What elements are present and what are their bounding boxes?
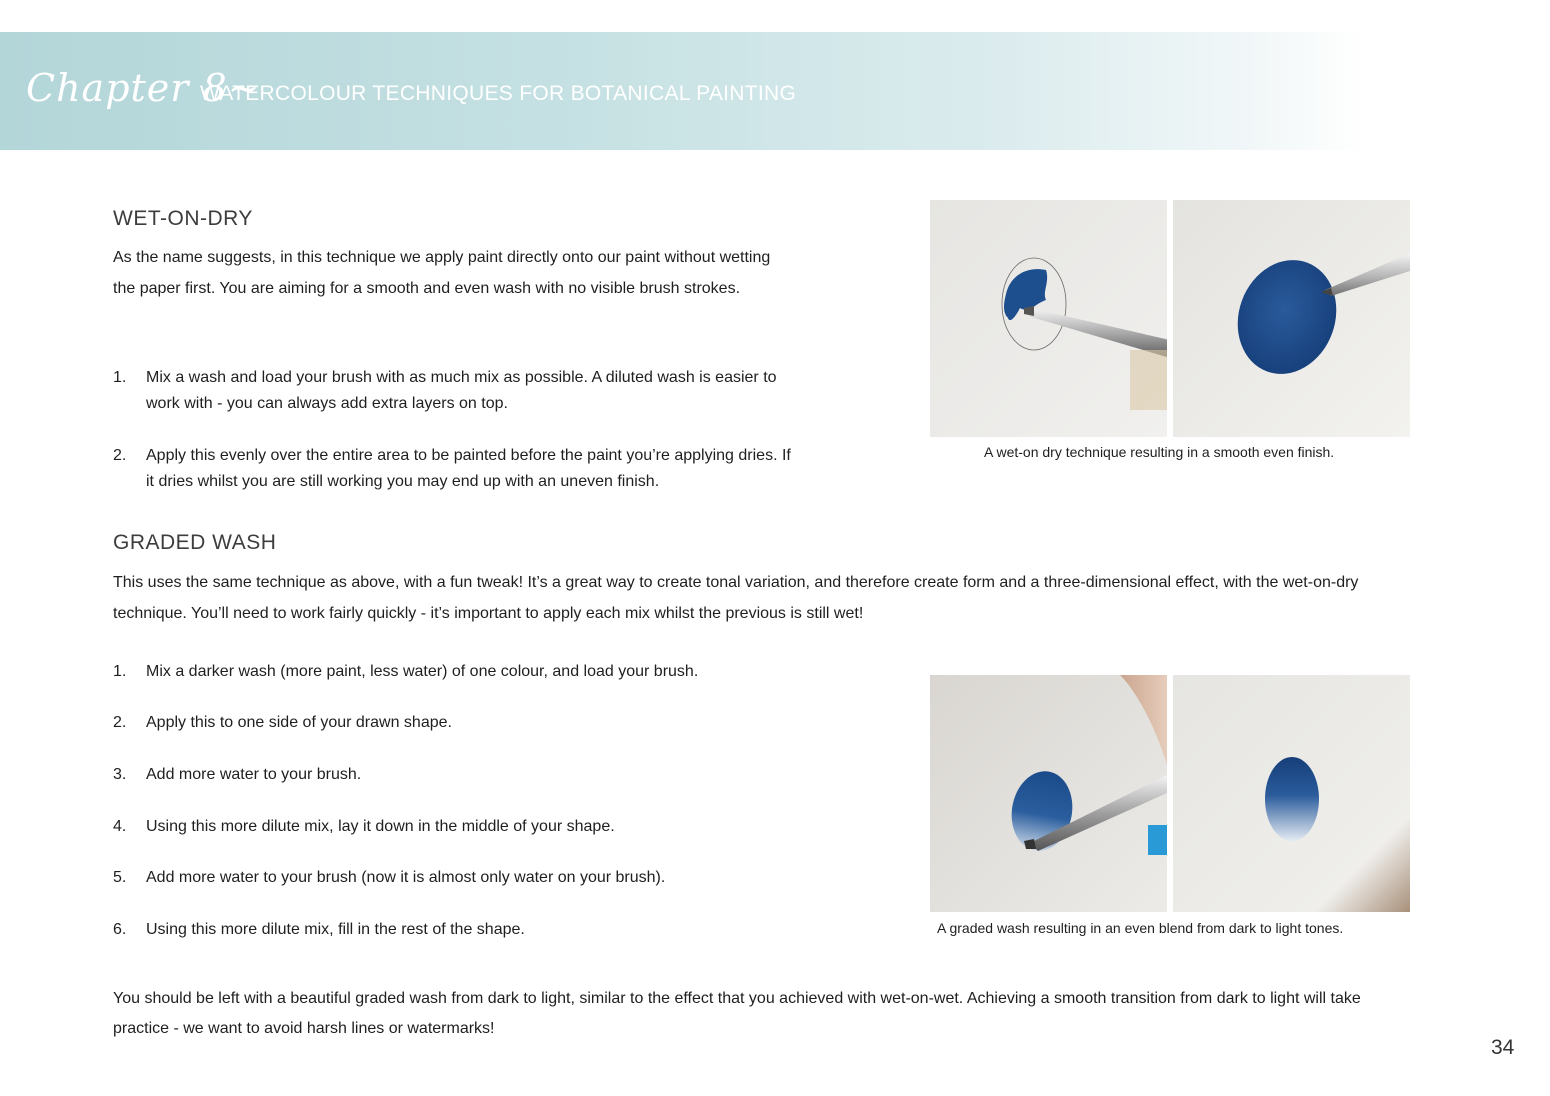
step-text: Mix a wash and load your brush with as much mix as possible. A diluted wash is easier to work with - you can always add extra layers on top. [146, 369, 777, 412]
wet-on-dry-caption: A wet-on dry technique resulting in a smooth even finish. [984, 444, 1335, 460]
graded-wash-caption: A graded wash resulting in an even blend from dark to light tones. [937, 920, 1344, 936]
graded-wash-intro: This uses the same technique as above, with a fun tweak! It’s a great way to create tonal variation, and therefore create form and a three-dimensional effect, with the wet-on-dry technique. You’ll need to work fairly quickly - it’s important to apply each mix whilst the previous is still wet! [113, 574, 1359, 622]
step-text: Add more water to your brush. [146, 766, 362, 783]
graded-wash-photos [930, 675, 1410, 912]
graded-wash-outro: You should be left with a beautiful graded wash from dark to light, similar to the effect that you achieved with wet-on-wet. Achieving a smooth transition from dark to light will take practice - we want to avoid harsh lines or watermarks! [113, 990, 1361, 1037]
wet-on-dry-intro: As the name suggests, in this technique we apply paint directly onto our paint without wetting the paper first. You are aiming for a smooth and even wash with no visible brush strokes. [113, 249, 771, 297]
step-number: 1. [113, 663, 127, 680]
step-number: 6. [113, 921, 127, 938]
graded-wash-photo-finished [1173, 675, 1410, 912]
graded-wash-step-5 [113, 865, 873, 891]
graded-wash-step-1 [113, 659, 873, 685]
wet-on-dry-photo-finished [1173, 200, 1410, 437]
wet-on-dry-step-1 [113, 365, 793, 417]
graded-wash-step-6 [113, 917, 873, 943]
step-number: 2. [113, 447, 127, 464]
step-text: Apply this to one side of your drawn shape. [146, 714, 452, 731]
step-number: 4. [113, 818, 127, 835]
wet-on-dry-heading: WET-ON-DRY [113, 207, 253, 230]
step-text: Using this more dilute mix, fill in the rest of the shape. [146, 921, 525, 938]
chapter-label: Chapter 8~ [26, 66, 261, 110]
graded-wash-step-3 [113, 762, 873, 788]
step-text: Apply this evenly over the entire area to be painted before the paint you’re applying dries. If it dries whilst you are still working you may end up with an uneven finish. [146, 447, 791, 490]
wet-on-dry-photo-in-progress [930, 200, 1167, 437]
step-text: Add more water to your brush (now it is almost only water on your brush). [146, 869, 666, 886]
graded-wash-photo-in-progress [930, 675, 1167, 912]
step-text: Mix a darker wash (more paint, less water) of one colour, and load your brush. [146, 663, 699, 680]
step-number: 1. [113, 369, 127, 386]
graded-wash-step-2 [113, 710, 873, 736]
step-text: Using this more dilute mix, lay it down in the middle of your shape. [146, 818, 615, 835]
wet-on-dry-step-2 [113, 443, 793, 495]
page-number: 34 [1491, 1036, 1515, 1059]
wet-on-dry-photos [930, 200, 1410, 437]
step-number: 3. [113, 766, 127, 783]
graded-wash-step-4 [113, 814, 873, 840]
chapter-title: WATERCOLOUR TECHNIQUES FOR BOTANICAL PAINTING [200, 82, 797, 105]
step-number: 5. [113, 869, 127, 886]
step-number: 2. [113, 714, 127, 731]
graded-wash-heading: GRADED WASH [113, 531, 277, 554]
